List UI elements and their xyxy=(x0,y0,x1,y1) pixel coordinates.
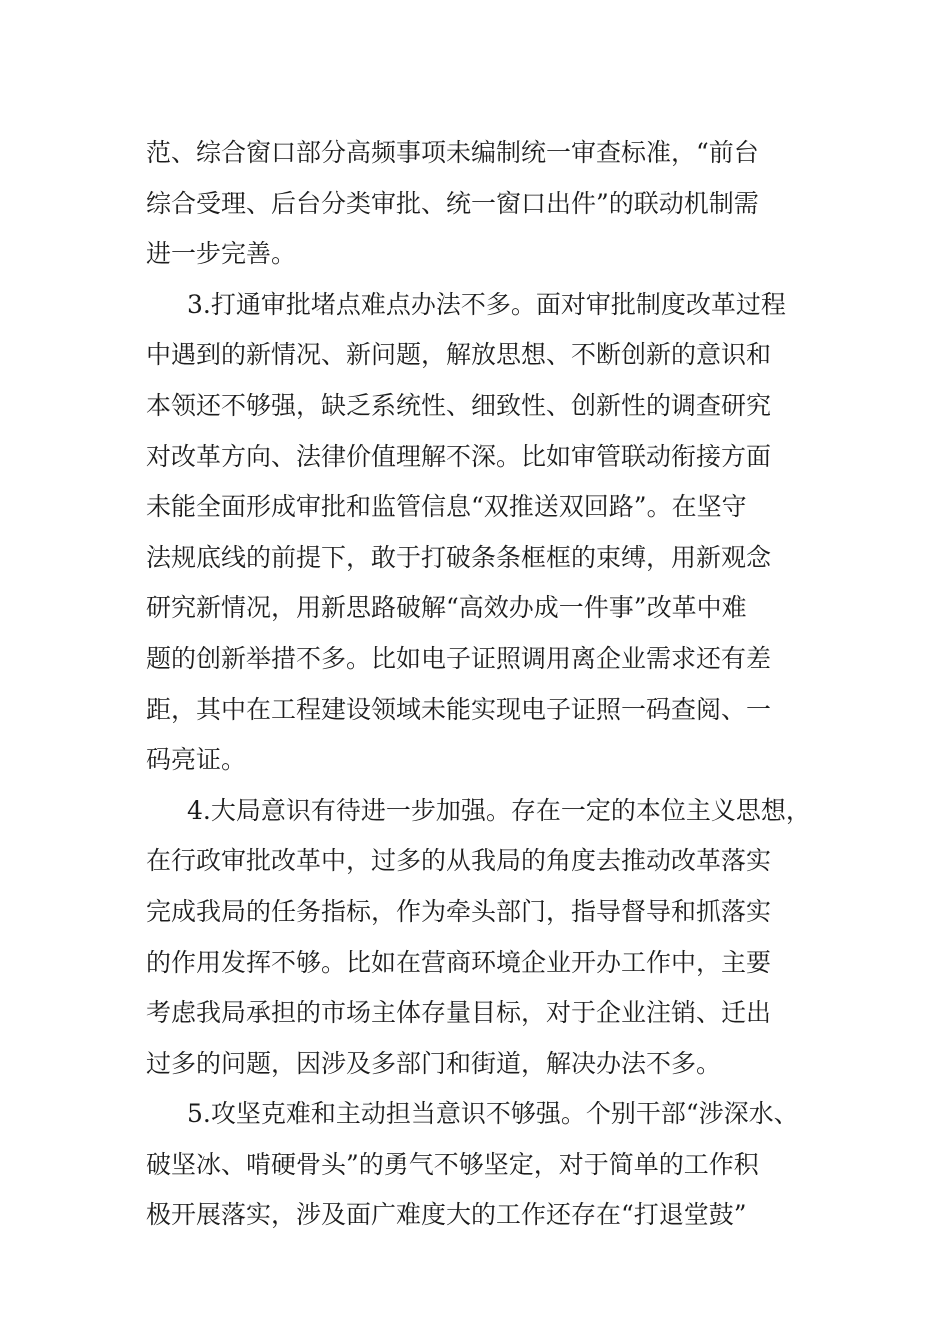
text-line: 本领还不够强，缺乏系统性、细致性、创新性的调查研究 xyxy=(146,390,772,420)
text-line: 法规底线的前提下，敢于打破条条框框的束缚，用新观念 xyxy=(146,542,772,572)
text-line: 3.打通审批堵点难点办法不多。面对审批制度改革过程 xyxy=(187,289,786,319)
text-line: 过多的问题，因涉及多部门和街道，解决办法不多。 xyxy=(146,1048,722,1078)
text-line: 完成我局的任务指标，作为牵头部门，指导督导和抓落实 xyxy=(146,896,772,926)
text-line: 极开展落实，涉及面广难度大的工作还存在“打退堂鼓” xyxy=(146,1200,747,1230)
text-line: 中遇到的新情况、新问题，解放思想、不断创新的意识和 xyxy=(146,340,772,370)
text-line: 的作用发挥不够。比如在营商环境企业开办工作中，主要 xyxy=(146,947,772,977)
text-line: 码亮证。 xyxy=(146,745,247,775)
text-line: 对改革方向、法律价值理解不深。比如审管联动衔接方面 xyxy=(146,441,772,471)
text-line: 4.大局意识有待进一步加强。存在一定的本位主义思想， xyxy=(187,795,811,825)
text-line: 在行政审批改革中，过多的从我局的角度去推动改革落实 xyxy=(146,846,772,876)
text-line: 进一步完善。 xyxy=(146,239,297,269)
text-line: 范、综合窗口部分高频事项未编制统一审查标准，“前台 xyxy=(146,138,759,167)
text-line: 未能全面形成审批和监管信息“双推送双回路”。在坚守 xyxy=(146,492,747,522)
body-text xyxy=(146,128,816,1241)
text-line: 综合受理、后台分类审批、统一窗口出件”的联动机制需 xyxy=(146,188,759,218)
text-line: 5.攻坚克难和主动担当意识不够强。个别干部“涉深水、 xyxy=(187,1099,799,1129)
text-line: 破坚冰、啃硬骨头”的勇气不够坚定，对于简单的工作积 xyxy=(146,1149,759,1179)
text-line: 考虑我局承担的市场主体存量目标，对于企业注销、迁出 xyxy=(146,998,772,1028)
text-line: 研究新情况，用新思路破解“高效办成一件事”改革中难 xyxy=(146,593,747,623)
text-line: 题的创新举措不多。比如电子证照调用离企业需求还有差 xyxy=(146,643,772,673)
text-line: 距，其中在工程建设领域未能实现电子证照一码查阅、一 xyxy=(146,694,772,724)
